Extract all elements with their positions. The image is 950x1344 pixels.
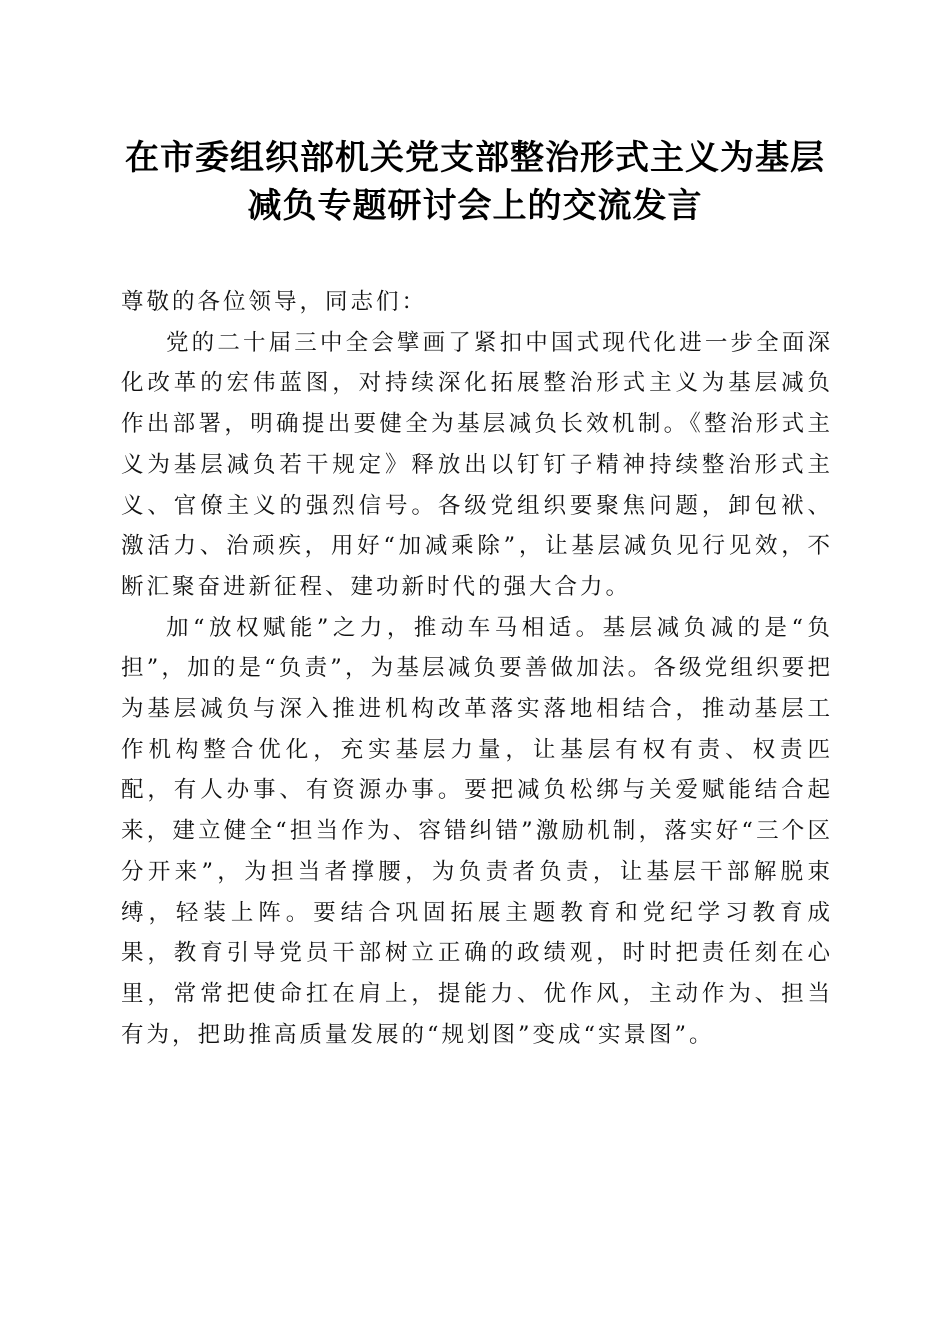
paragraph-1: 党的二十届三中全会擘画了紧扣中国式现代化进一步全面深化改革的宏伟蓝图，对持续深化拓展整治形式主义为基层减负作出部署，明确提出要健全为基层减负长效机制。《整治形式主义为基层减负若干规定》释放出以钉钉子精神持续整治形式主义、官僚主义的强烈信号。各级党组织要聚焦问题，卸包袱、激活力、治顽疾，用好“加减乘除”，让基层减负见行见效，不断汇聚奋进新征程、建功新时代的强大合力。: [121, 329, 833, 600]
title-line-2: 减负专题研讨会上的交流发言: [247, 186, 703, 226]
title-line-1: 在市委组织部机关党支部整治形式主义为基层: [125, 138, 825, 178]
document-body: [121, 282, 833, 1055]
document-title: [60, 134, 890, 230]
salutation: 尊敬的各位领导，同志们：: [121, 289, 428, 315]
paragraph-2: 加“放权赋能”之力，推动车马相适。基层减负减的是“负担”，加的是“负责”，为基层减负要善做加法。各级党组织要把为基层减负与深入推进机构改革落实落地相结合，推动基层工作机构整合优化，充实基层力量，让基层有权有责、权责匹配，有人办事、有资源办事。要把减负松绑与关爱赋能结合起来，建立健全“担当作为、容错纠错”激励机制，落实好“三个区分开来”，为担当者撑腰，为负责者负责，让基层干部解脱束缚，轻装上阵。要结合巩固拓展主题教育和党纪学习教育成果，教育引导党员干部树立正确的政绩观，时时把责任刻在心里，常常把使命扛在肩上，提能力、优作风，主动作为、担当有为，把助推高质量发展的“规划图”变成“实景图”。: [121, 614, 833, 1048]
